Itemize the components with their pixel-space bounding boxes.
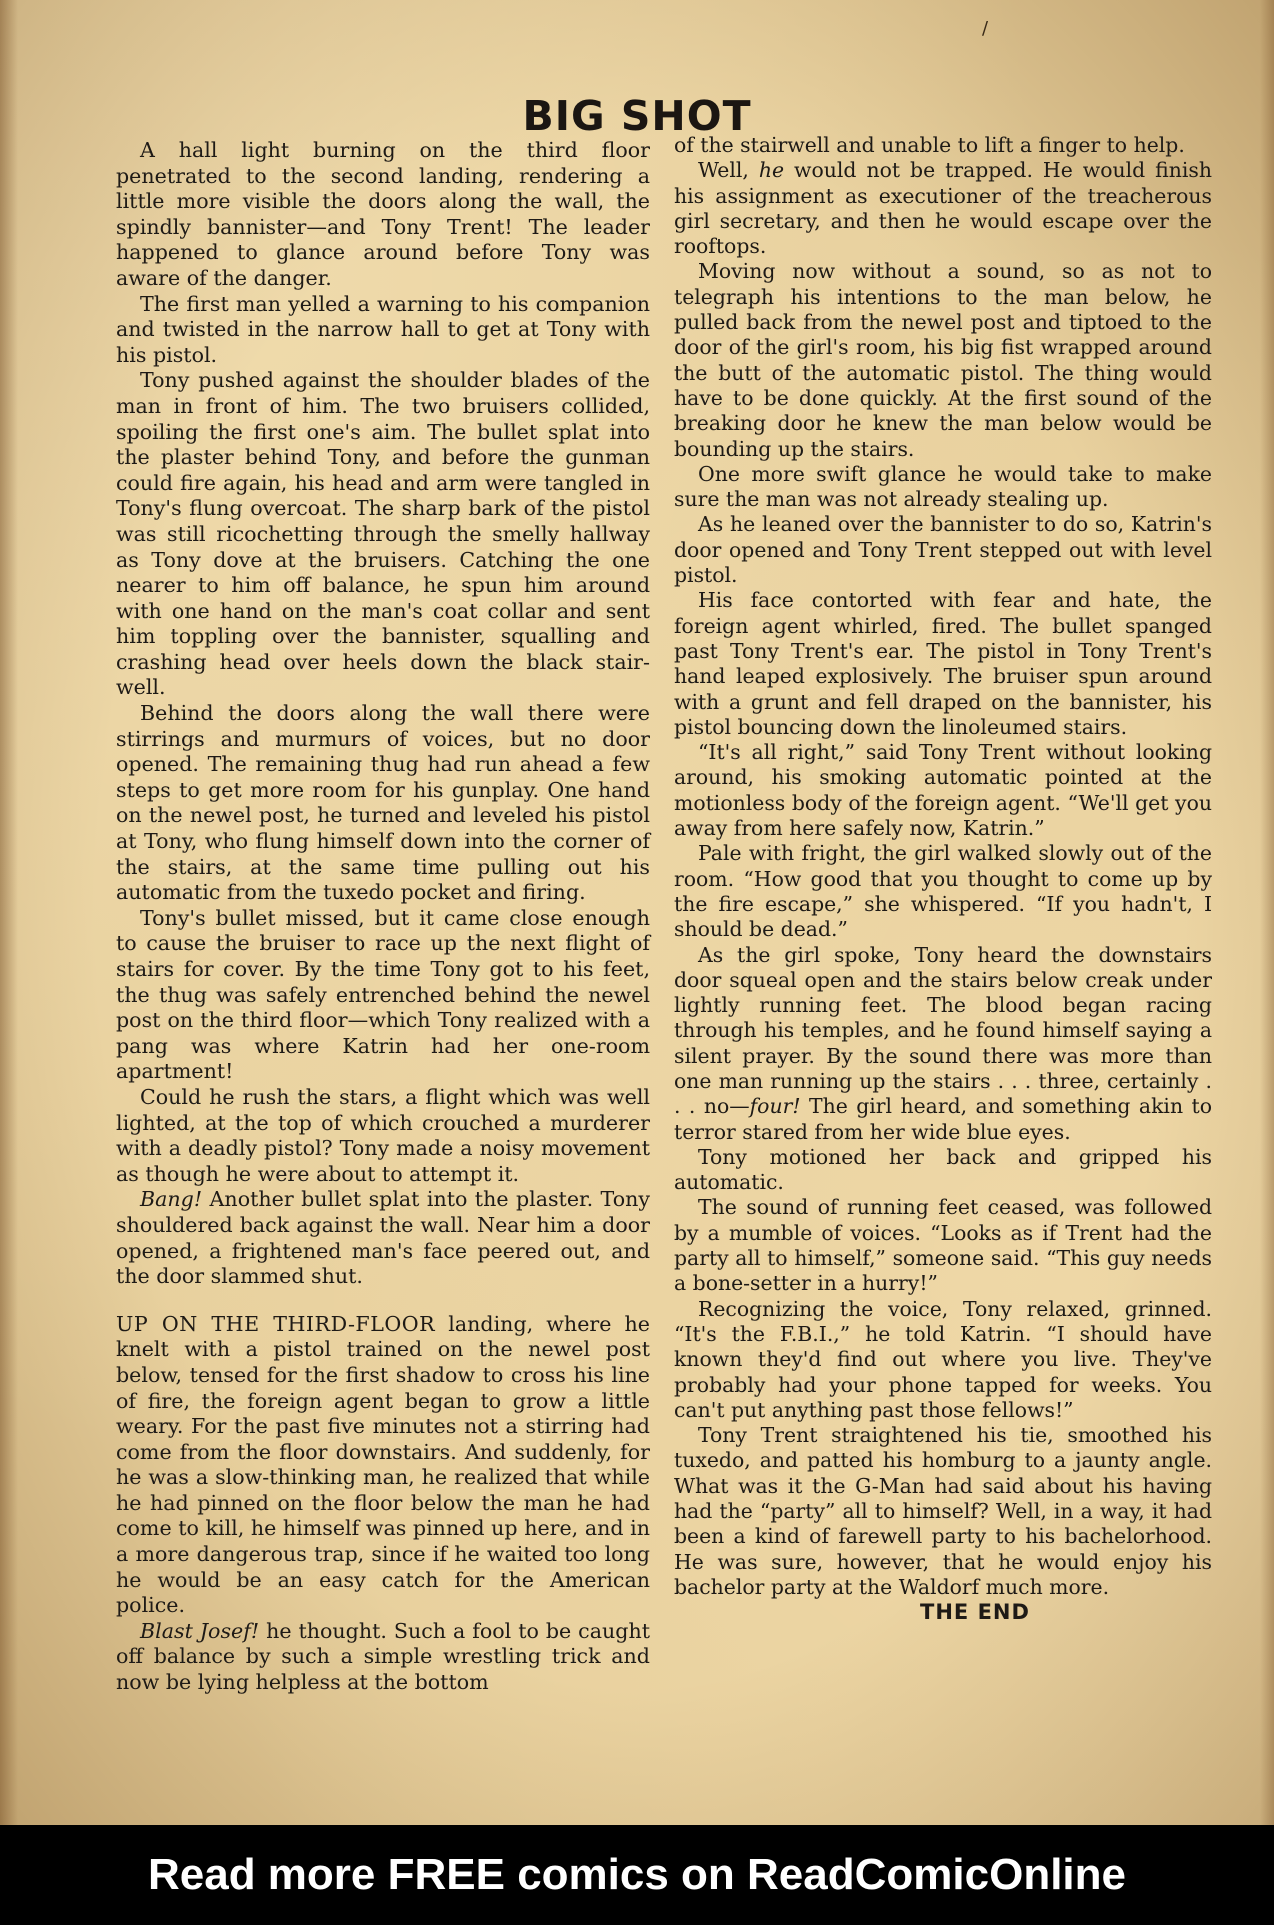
page-title: BIG SHOT <box>522 92 752 140</box>
paragraph: A hall light burning on the third floor penetrated to the second landing, rendering a little more visible the doors along the wall, the spindly bannister—and Tony Trent! The leader happened to glance around before Tony was aware of the danger. <box>116 138 650 290</box>
emphasis-italic: he <box>758 158 785 183</box>
paragraph: “It's all right,” said Tony Trent without looking around, his smoking automatic pointed at the motionless body of the foreign agent. “We'll get you away from here safely now, Katrin.” <box>674 740 1212 841</box>
thought-italic: Blast Josef! <box>140 1618 260 1643</box>
paragraph: His face contorted with fear and hate, the foreign agent whirled, fired. The bullet spanged past Tony Trent's ear. The pistol in Tony Trent's hand leaped explosively. The bruiser spun around with a grunt and fell draped on the bannister, his pistol bouncing down the linoleumed stairs. <box>674 588 1212 739</box>
paragraph: Tony's bullet missed, but it came close enough to cause the bruiser to race up the next flight of stairs for cover. By the time Tony got to his feet, the thug was safely entrenched behind the newel post on the third floor—which Tony realized with a pang was where Katrin had her one-room apartment! <box>116 905 650 1084</box>
left-column <box>116 138 650 1696</box>
paragraph-text: would not be trapped. He would finish his assignment as executioner of the treacherous girl secretary, and then he would escape over the rooftops. <box>674 158 1212 259</box>
paragraph: Tony Trent straightened his tie, smoothed his tuxedo, and patted his homburg to a jaunty angle. What was it the G-Man had said about his having had the “party” all to himself? Well, in a way, it had been a kind of farewell party to his bachelorhood. He was sure, however, that he would enjoy his bachelor party at the Waldorf much more. <box>674 1423 1212 1599</box>
paragraph-downstairs <box>674 943 1212 1145</box>
paragraph-text: he thought. Such a fool to be caught off balance by such a simple wrestling trick and now be lying helpless at the bottom <box>116 1618 650 1695</box>
section-lead-caps: UP ON THE THIRD-FLOOR <box>116 1311 436 1336</box>
paragraph-bang <box>116 1187 650 1289</box>
paragraph-continuation: of the stairwell and unable to lift a finger to help. <box>674 133 1185 157</box>
paragraph: Could he rush the stars, a flight which was well lighted, at the top of which crouched a murderer with a deadly pistol? Tony made a noisy movement as though he were about to attempt it. <box>116 1084 650 1186</box>
paragraph-well <box>674 158 1212 259</box>
paragraph-text: The girl heard, and something akin to terror stared from her wide blue eyes. <box>674 1094 1212 1144</box>
promo-banner[interactable] <box>0 1825 1274 1925</box>
paragraph: Behind the doors along the wall there were stirrings and murmurs of voices, but no door opened. The remaining thug had run ahead a few steps to get more room for his gunplay. One hand on the newel post, he turned and leveled his pistol at Tony, who flung himself down into the corner of the stairs, at the same time pulling out his automatic from the tuxedo pocket and firing. <box>116 701 650 905</box>
page-edge-shadow <box>1260 0 1274 1825</box>
promo-banner-text: Read more FREE comics on ReadComicOnline <box>147 1850 1126 1899</box>
emphasis-italic: four! <box>749 1094 801 1119</box>
paragraph: Tony motioned her back and gripped his automatic. <box>674 1144 1212 1195</box>
paragraph-text: Well, <box>698 158 759 183</box>
paragraph: The sound of running feet ceased, was followed by a mumble of voices. “Looks as if Trent had the party all to himself,” someone said. “This guy needs a bone-setter in a hurry!” <box>674 1195 1212 1296</box>
page-spine-shadow <box>0 0 18 1825</box>
section-opening <box>116 1312 650 1619</box>
paragraph-text: landing, where he knelt with a pistol trained on the newel post below, tensed for the first shadow to cross his line of fire, the foreign agent began to grow a little weary. For the past five minutes not a stirring had come from the floor downstairs. And suddenly, for he was a slow-thinking man, he realized that while he had pinned on the floor below the man he had come to kill, he himself was pinned up here, and in a more dangerous trap, since if he waited too long he would be an easy catch for the American police. <box>116 1311 650 1618</box>
paragraph: As he leaned over the bannister to do so, Katrin's door opened and Tony Trent stepped out with level pistol. <box>674 512 1212 588</box>
paragraph-blast <box>116 1619 650 1696</box>
right-column <box>674 133 1212 1626</box>
exclamation-italic: Bang! <box>140 1187 203 1212</box>
paragraph: Moving now without a sound, so as not to telegraph his intentions to the man below, he pulled back from the newel post and tiptoed to the door of the girl's room, his big fist wrapped around the butt of the automatic pistol. The thing would have to be done quickly. At the first sound of the breaking door he knew the man below would be bounding up the stairs. <box>674 259 1212 461</box>
corner-mark: / <box>982 18 989 39</box>
paragraph: Pale with fright, the girl walked slowly out of the room. “How good that you thought to come up by the fire escape,” she whispered. “If you hadn't, I should be dead.” <box>674 841 1212 942</box>
paragraph: The first man yelled a warning to his companion and twisted in the narrow hall to get at Tony with his pistol. <box>116 291 650 367</box>
paragraph-text: Another bullet splat into the plaster. Tony shouldered back against the wall. Near him a door opened, a frightened man's face peered out, and the door slammed shut. <box>116 1187 650 1289</box>
paragraph: Recognizing the voice, Tony relaxed, grinned. “It's the F.B.I.,” he told Katrin. “I should have known they'd find out where you live. They've probably had your phone tapped for weeks. You can't put anything past those fellows!” <box>674 1296 1212 1422</box>
paragraph: One more swift glance he would take to make sure the man was not already stealing up. <box>674 461 1212 512</box>
paragraph-text: As the girl spoke, Tony heard the downstairs door squeal open and the stairs below creak under lightly running feet. The blood began racing through his temples, and he found himself saying a silent prayer. By the sound there was more than one man running up the stairs . . . three, certainly . . . no— <box>674 942 1212 1119</box>
paragraph: Tony pushed against the shoulder blades of the man in front of him. The two bruisers collided, spoiling the first one's aim. The bullet splat into the plaster behind Tony, and before the gunman could fire again, his head and arm were tangled in Tony's flung overcoat. The sharp bark of the pistol was still ricochetting through the smelly hallway as Tony dove at the bruisers. Catching the one nearer to him off balance, he spun him around with one hand on the man's coat collar and sent him toppling over the bannister, squalling and crashing head over heels down the black stair-well. <box>116 368 650 700</box>
the-end-label: THE END <box>920 1600 1030 1625</box>
